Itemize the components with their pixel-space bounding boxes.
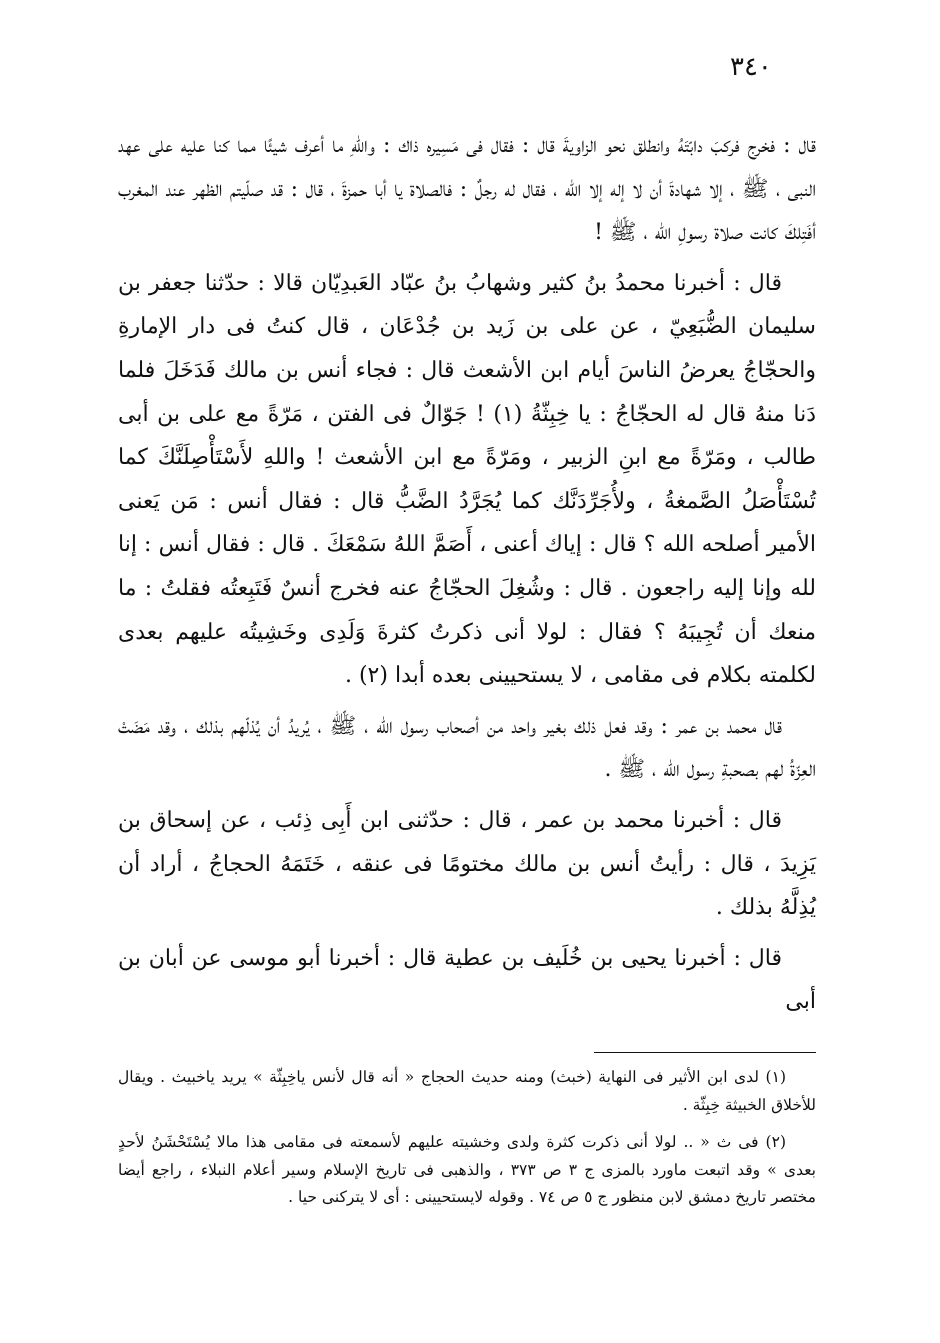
footnote: (١) لدى ابن الأثير فى النهاية (خبث) ومنه حديث الحجاج « أنه قال لأنس ياخِبِثّة » يريد ياخبيث . ويقال للأخلاق الخبيثة خِبِثّة . xyxy=(118,1068,816,1114)
footnotes xyxy=(118,1064,816,1222)
footnote: (٢) فى ث « .. لولا أنى ذكرت كثرة ولدى وخشيته عليهم لأسمعته فى مقامى هذا مالا يُسْتَحْشَنُ لأحدٍ بعدى » وقد اتبعت ماورد بالمزى ج ٣ ص ٣٧٣ ، والذهبى فى تاريخ الإسلام وسير أعلام النبلاء ، راجع أيضا مختصر تاريخ دمشق لابن منظور ج ٥ ص ٧٤ . وقوله لايستحيينى : أى لا يتركنى حيا . xyxy=(118,1133,816,1206)
footnote-divider xyxy=(594,1052,816,1053)
paragraph: قال : أخبرنا يحيى بن خُلَيف بن عطية قال : أخبرنا أبو موسى عن أبان بن أبى xyxy=(118,945,816,1015)
main-text xyxy=(118,124,816,1031)
paragraph: قال : أخبرنا محمدُ بنُ كثير وشهابُ بنُ عبّاد العَبدِيّان قالا : حدّثنا جعفر بن سليمان الضُّبَعِيّ ، عن على بن زَيد بن جُدْعَان ، قال كنتُ فى دار الإمارةِ والحجّاجُ يعرضُ الناسَ أيام ابن الأشعث قال : فجاء أنس بن مالك فَدَخَلَ فلما دَنا منهُ قال له الحجّاجُ : يا خِبِثّةُ (١) ! جَوّالٌ فى الفتن ، مَرّةً مع على بن أبى طالب ، ومَرّةً مع ابنِ الزبير ، ومَرّةً مع ابن الأشعث ! واللهِ لأَسْتَأْصِلَنَّكَ كما تُسْتَأْصَلُ الصَّمغةُ ، ولأُجَرِّدَنَّك كما يُجَرَّدُ الضَّبُّ قال : فقال أنس : مَن يَعنى الأمير أصلحه الله ؟ قال : إياك أعنى ، أَصَمَّ اللهُ سَمْعَكَ . قال : فقال أنس : إنا لله وإنا إليه راجعون . قال : وشُغِلَ الحجّاجُ عنه فخرج أنسٌ فَتَبِعتُه فقلتُ : ما منعك أن تُجِيبَهُ ؟ فقال : لولا أنى ذكرتُ كثرةَ وَلَدِى وخَشِيتُه عليهم بعدى لكلمته بكلام فى مقامى ، لا يستحيينى بعده أبدا (٢) . xyxy=(118,270,816,689)
paragraph: قال : أخبرنا محمد بن عمر ، قال : حدّثنى ابن أَبِى ذِئب ، عن إسحاق بن يَزِيدَ ، قال : رأيتُ أنس بن مالك مختومًا فى عنقه ، خَتَمَهُ الحجاجُ ، أراد أن يُذِلَّهُ بذلك . xyxy=(118,807,816,921)
page-number: ٣٤٠ xyxy=(730,52,772,82)
paragraph: قال : فخرج فركبَ دابّتَهُ وانطلق نحو الزاويةَ قال : فقال فى مَسِيره ذاك : واللهِ ما أعرف شيئًا مما كنا عليه على عهد النبى ، ﷺ ، إلا شهادةَ أن لا إله إلا الله ، فقال له رجلٌ : فالصلاة يا أبا حمزةَ ، قال : قد صلّيتم الظهر عند المغرب أفَتِلكَ كانت صلاة رسولِ الله ، ﷺ ! xyxy=(118,133,816,246)
paragraph: قال محمد بن عمر : وقد فعل ذلك بغير واحد من أصحاب رسول الله ، ﷺ ، يُريدُ أن يُذلّهم بذلك ، وقد مَضَتْ العِزّةُ لهم بصحبةِ رسول الله ، ﷺ . xyxy=(118,713,816,783)
